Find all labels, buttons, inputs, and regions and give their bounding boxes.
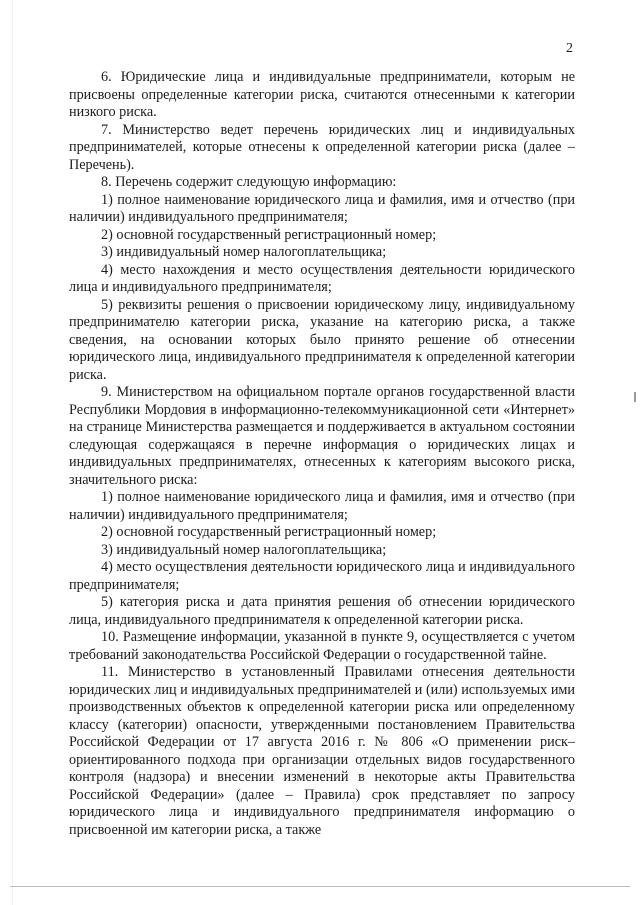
paragraph-7: 7. Министерство ведет перечень юридических лиц и индивидуальных предпринимателей, которые отнесены к определенной категории риска (далее – Перечень). — [69, 121, 575, 173]
list-item-8-2: 2) основной государственный регистрационный номер; — [101, 226, 437, 243]
page-number: 2 — [566, 41, 573, 56]
paragraph-10: 10. Размещение информации, указанной в пункте 9, осуществляется с учетом требований законодательства Российской Федерации о государственной тайне. — [69, 629, 575, 663]
scan-bottom-edge — [10, 886, 630, 887]
paragraph-8: 8. Перечень содержит следующую информацию: — [101, 174, 397, 190]
scan-mark-right — [634, 392, 636, 402]
list-item-8-5: 5) реквизиты решения о присвоении юридическому лицу, индивидуальному предпринимателю категории риска, указание на категорию риска, а также сведения, на основании которых было принято решение об отнесении юридического лица, индивидуального предпринимателя к определенной категории риска. — [69, 296, 575, 383]
document-body — [69, 69, 575, 839]
list-item-8-3: 3) индивидуальный номер налогоплательщика; — [101, 244, 387, 260]
list-item-8-1: 1) полное наименование юридического лица и фамилия, имя и отчество (при наличии) индивидуального предпринимателя; — [69, 191, 575, 225]
paragraph-6: 6. Юридические лица и индивидуальные предприниматели, которым не присвоены определенные категории риска, считаются отнесенными к категории низкого риска. — [69, 69, 575, 120]
list-item-8-4: 4) место нахождения и место осуществления деятельности юридического лица и индивидуального предпринимателя; — [69, 261, 575, 295]
list-item-9-4: 4) место осуществления деятельности юридического лица и индивидуального предпринимателя; — [69, 559, 575, 593]
list-item-9-3: 3) индивидуальный номер налогоплательщика; — [101, 541, 387, 558]
scan-edge-left — [12, 0, 13, 905]
paragraph-9: 9. Министерством на официальном портале органов государственной власти Республики Мордовия в информационно-телекоммуникационной сети «Интернет» на странице Министерства размещается и поддерживается в актуальном состоянии следующая содержащаяся в перечне информация о юридических лицах и индивидуальных предпринимателях, отнесенных к категориям высокого риска, значительного риска: — [69, 384, 575, 488]
list-item-9-2: 2) основной государственный регистрационный номер; — [101, 524, 437, 540]
list-item-9-5: 5) категория риска и дата принятия решения об отнесении юридического лица, индивидуального предпринимателя к определенной категории риска. — [69, 594, 575, 628]
paragraph-11: 11. Министерство в установленный Правилами отнесения деятельности юридических лиц и индивидуальных предпринимателей и (или) используемых ими производственных объектов к определенной категории риска или определенному классу (категории) опасности, утвержденными постановлением Правительства Российской Федерации от 17 августа 2016 г. № 806 «О применении риск–ориентированного подхода при организации отдельных видов государственного контроля (надзора) и внесении изменений в некоторые акты Правительства Российской Федерации» (далее – Правила) срок представляет по запросу юридического лица и индивидуального предпринимателя информацию о присвоенной им категории риска, а также — [69, 664, 575, 838]
list-item-9-1: 1) полное наименование юридического лица и фамилия, имя и отчество (при наличии) индивидуального предпринимателя; — [69, 489, 575, 523]
